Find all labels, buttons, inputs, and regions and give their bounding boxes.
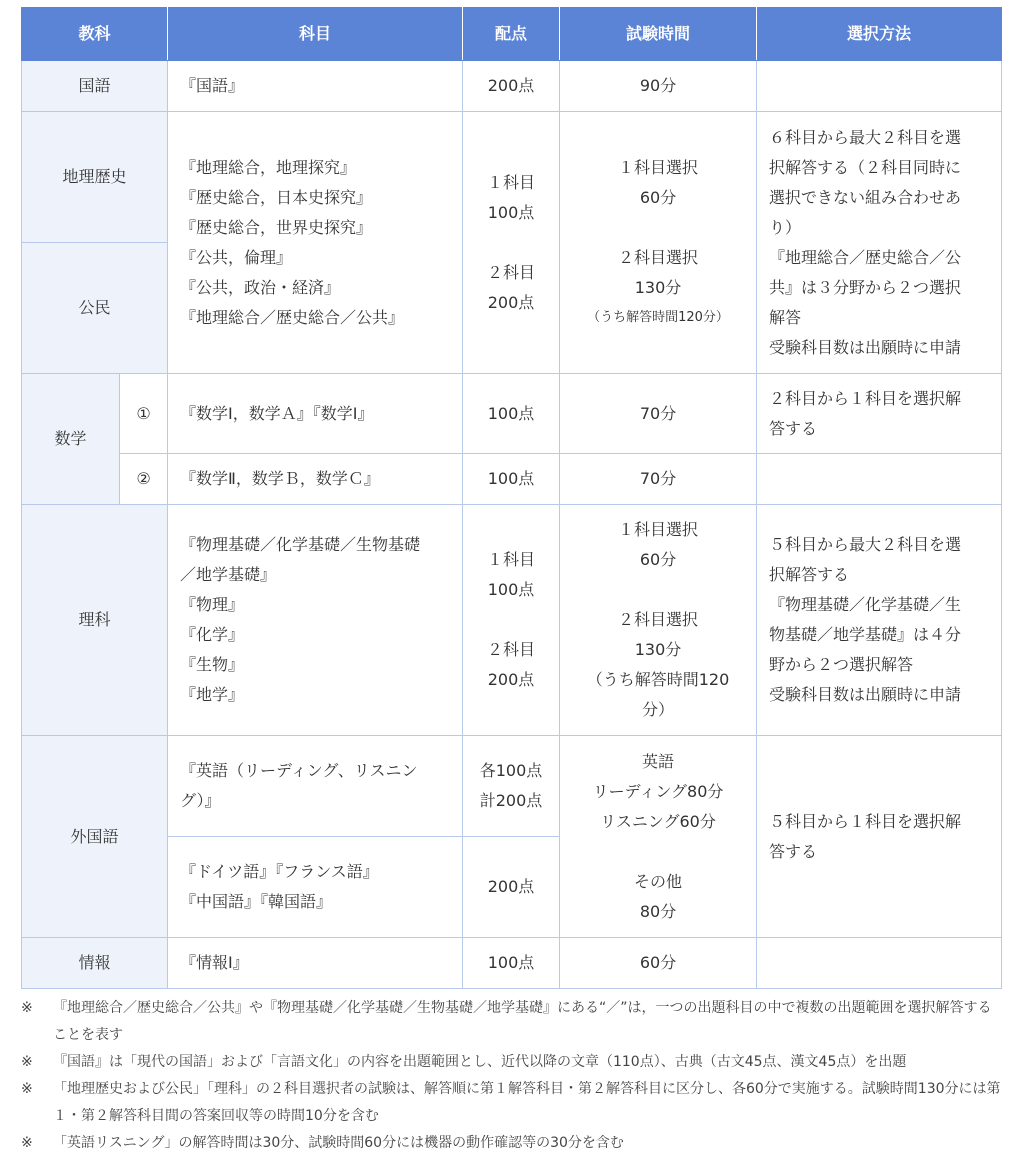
course-line: 『地理総合／歴史総合／公共』 <box>180 307 405 327</box>
method-line: 選択できない組み合わせあ <box>769 187 962 207</box>
course-line: 『化学』 <box>180 625 245 644</box>
header-points: 配点 <box>463 8 560 61</box>
time-line: 130分 <box>634 640 682 659</box>
course-cell <box>168 736 463 837</box>
method-cell-empty <box>757 61 1002 112</box>
time-note: （うち解答時間120分） <box>587 309 729 325</box>
course-cell <box>168 505 463 736</box>
points-line: １科目 <box>487 550 536 569</box>
note-text: 『地理総合／歴史総合／公共』や『物理基礎／化学基礎／生物基礎／地学基礎』にある“／”は，一つの出題科目の中で複数の出題範囲を選択解答することを表す <box>53 1000 992 1043</box>
table-row <box>22 374 1002 454</box>
method-line: 野から２つ選択解答 <box>769 655 914 674</box>
method-line: 『地理総合／歴史総合／公 <box>769 247 962 267</box>
method-line: ６科目から最大２科目を選 <box>769 127 962 147</box>
footnotes <box>21 995 1001 1157</box>
time-line: 英語 <box>642 751 675 771</box>
time-line: （うち解答時間120 <box>586 670 730 689</box>
time-line: １科目選択 <box>618 157 699 177</box>
method-cell-empty <box>757 938 1002 989</box>
points-line: 100点 <box>487 580 535 599</box>
points-cell: 200点 <box>463 61 560 112</box>
method-line: 受験科目数は出願時に申請 <box>769 337 962 357</box>
time-line: リーディング80分 <box>592 781 724 801</box>
course-cell: 『国語』 <box>168 61 463 112</box>
note-text: 「地理歴史および公民」「理科」の２科目選択者の試験は、解答順に第１解答科目・第２解答科目に区分し、各60分で実施する。試験時間130分には第１・第２解答科目間の答案回収等の時間10分を含む <box>53 1081 1001 1124</box>
time-line: ２科目選択 <box>618 610 699 629</box>
points-line: ２科目 <box>487 262 536 282</box>
note-mark: ※ <box>21 1000 33 1016</box>
note-mark: ※ <box>21 1135 33 1151</box>
time-line: リスニング60分 <box>600 811 716 831</box>
points-cell <box>463 736 560 837</box>
table-row <box>22 454 1002 505</box>
course-line: 『地学』 <box>180 685 245 704</box>
course-line: 『中国語』『韓国語』 <box>180 892 333 911</box>
method-cell <box>757 112 1002 374</box>
exam-table-wrapper <box>21 7 1001 989</box>
method-line: 物基礎／地学基礎』は４分 <box>769 625 962 644</box>
table-row <box>22 736 1002 837</box>
points-cell: 100点 <box>463 454 560 505</box>
points-line: 200点 <box>487 670 535 689</box>
points-line: 各100点 <box>479 761 543 780</box>
footnote <box>21 1049 1001 1076</box>
course-line: ／地学基礎』 <box>180 565 277 584</box>
course-line: 『公共，政治・経済』 <box>180 277 341 297</box>
course-line: 『地理総合，地理探究』 <box>180 157 357 177</box>
points-line: １科目 <box>487 172 536 192</box>
course-cell: 『数学Ⅱ，数学Ｂ，数学Ｃ』 <box>168 454 463 505</box>
method-line: 答する <box>769 418 818 438</box>
header-row <box>22 8 1002 61</box>
table-row <box>22 112 1002 243</box>
time-line: 60分 <box>639 550 677 569</box>
method-cell <box>757 505 1002 736</box>
course-cell: 『情報Ⅰ』 <box>168 938 463 989</box>
time-cell <box>560 112 757 374</box>
points-line: 100点 <box>487 202 535 222</box>
course-cell: 『数学Ⅰ，数学Ａ』『数学Ⅰ』 <box>168 374 463 454</box>
course-cell <box>168 837 463 938</box>
method-line: 解答 <box>769 307 802 327</box>
footnote <box>21 1130 1001 1157</box>
subject-cell-chireki: 地理歴史 <box>22 112 168 243</box>
method-line: 択解答する（２科目同時に <box>769 157 962 177</box>
footnote <box>21 995 1001 1049</box>
note-mark: ※ <box>21 1054 33 1070</box>
sugaku-num-1: ① <box>120 374 168 454</box>
time-cell <box>560 505 757 736</box>
header-time: 試験時間 <box>560 8 757 61</box>
header-method: 選択方法 <box>757 8 1002 61</box>
course-line: 『歴史総合，日本史探究』 <box>180 187 373 207</box>
method-line: ２科目から１科目を選択解 <box>769 388 962 408</box>
time-line: ２科目選択 <box>618 247 699 267</box>
subject-cell-gaikokugo: 外国語 <box>22 736 168 938</box>
time-cell: 70分 <box>560 374 757 454</box>
method-line: 答する <box>769 841 818 861</box>
course-line: 『物理基礎／化学基礎／生物基礎 <box>180 535 421 554</box>
footnote <box>21 1076 1001 1130</box>
points-line: ２科目 <box>487 640 536 659</box>
subject-cell-kokugo: 国語 <box>22 61 168 112</box>
points-cell <box>463 112 560 374</box>
note-mark: ※ <box>21 1081 33 1097</box>
course-line: 『歴史総合，世界史探究』 <box>180 217 373 237</box>
method-line: ５科目から１科目を選択解 <box>769 811 962 831</box>
time-cell: 60分 <box>560 938 757 989</box>
course-line: 『英語（リーディング、リスニン <box>180 761 418 780</box>
points-line: 計200点 <box>479 791 543 810</box>
table-row <box>22 505 1002 736</box>
course-line: 『ドイツ語』『フランス語』 <box>180 862 379 881</box>
subject-cell-rika: 理科 <box>22 505 168 736</box>
subject-cell-joho: 情報 <box>22 938 168 989</box>
exam-subject-table <box>21 7 1002 989</box>
time-cell: 90分 <box>560 61 757 112</box>
course-cell <box>168 112 463 374</box>
time-line: その他 <box>634 871 683 891</box>
method-line: 『物理基礎／化学基礎／生 <box>769 595 962 614</box>
points-line: 200点 <box>487 292 535 312</box>
table-row <box>22 938 1002 989</box>
method-cell-empty <box>757 454 1002 505</box>
time-line: 80分 <box>639 901 677 921</box>
table-row <box>22 61 1002 112</box>
points-cell <box>463 505 560 736</box>
header-course: 科目 <box>168 8 463 61</box>
course-line: グ）』 <box>180 791 221 810</box>
time-line: 分） <box>642 700 675 719</box>
points-cell: 200点 <box>463 837 560 938</box>
time-cell: 70分 <box>560 454 757 505</box>
subject-cell-sugaku: 数学 <box>22 374 120 505</box>
method-line: 受験科目数は出願時に申請 <box>769 685 962 704</box>
time-line: 130分 <box>634 277 682 297</box>
method-cell <box>757 736 1002 938</box>
header-subject: 教科 <box>22 8 168 61</box>
points-cell: 100点 <box>463 374 560 454</box>
time-line: 60分 <box>639 187 677 207</box>
subject-cell-komin: 公民 <box>22 243 168 374</box>
time-line: １科目選択 <box>618 520 699 539</box>
method-line: ５科目から最大２科目を選 <box>769 535 962 554</box>
note-text: 『国語』は「現代の国語」および「言語文化」の内容を出題範囲とし、近代以降の文章（110点）、古典（古文45点、漢文45点）を出題 <box>53 1054 907 1070</box>
course-line: 『物理』 <box>180 595 245 614</box>
method-cell <box>757 374 1002 454</box>
method-line: り） <box>769 217 802 237</box>
method-line: 共』は３分野から２つ選択 <box>769 277 962 297</box>
time-cell <box>560 736 757 938</box>
course-line: 『公共，倫理』 <box>180 247 293 267</box>
method-line: 択解答する <box>769 565 850 584</box>
points-cell: 100点 <box>463 938 560 989</box>
note-text: 「英語リスニング」の解答時間は30分、試験時間60分には機器の動作確認等の30分を含む <box>53 1135 624 1151</box>
course-line: 『生物』 <box>180 655 245 674</box>
sugaku-num-2: ② <box>120 454 168 505</box>
